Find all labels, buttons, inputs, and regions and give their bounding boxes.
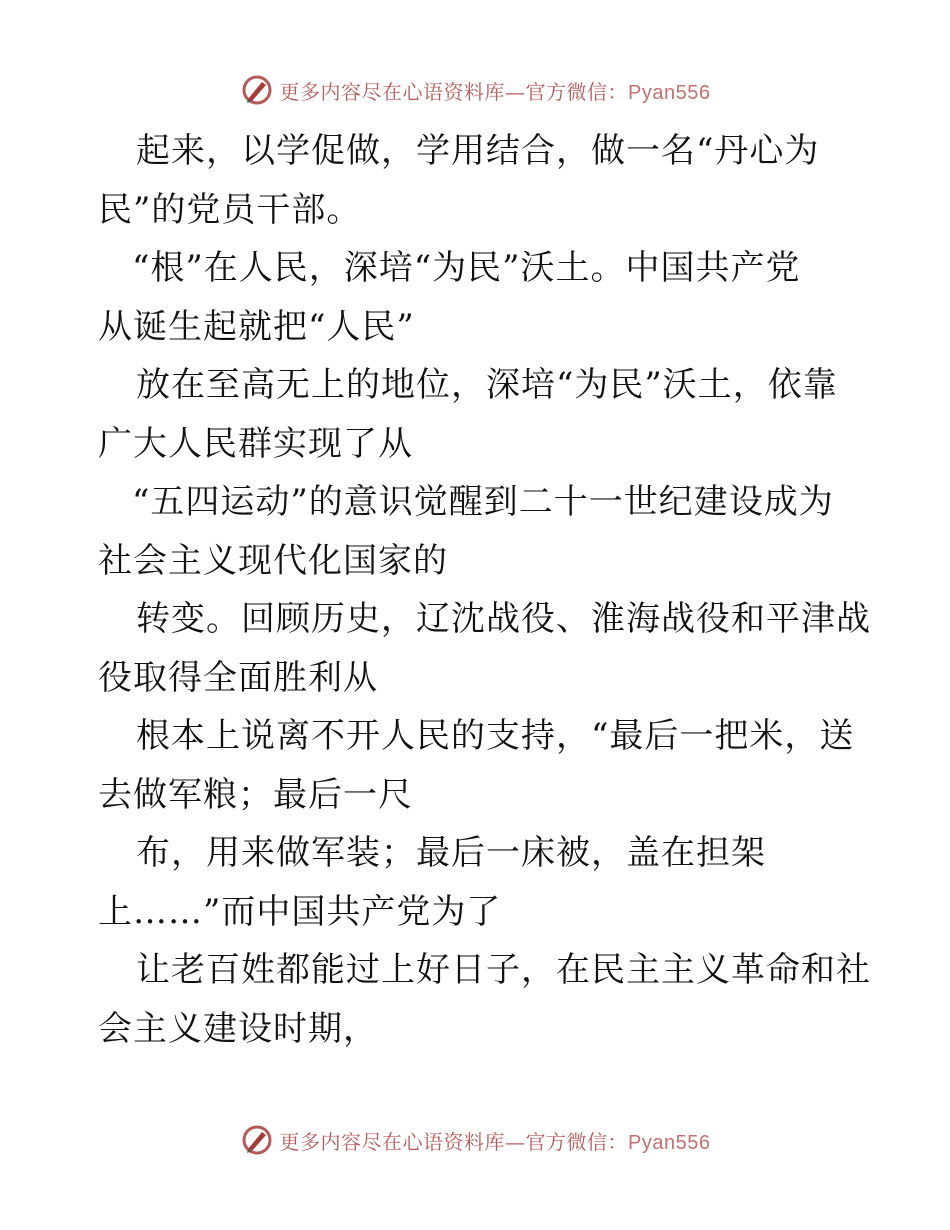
footer-banner: [0, 1120, 950, 1160]
body-line: 让老百姓都能过上好日子，在民主主义革命和社: [136, 950, 871, 990]
body-line: 根本上说离不开人民的支持，“最后一把米，送: [136, 716, 855, 756]
body-line: 社会主义现代化国家的: [98, 540, 448, 581]
wechat-id: Pyan556: [628, 1131, 711, 1154]
header-banner-text: 更多内容尽在心语资料库—官方微信：Pyan556: [279, 79, 711, 104]
pen-in-circle-icon: [240, 1123, 274, 1157]
header-banner: [0, 70, 950, 110]
pen-in-circle-icon: [240, 73, 274, 107]
body-line: 民”的党员干部。: [98, 189, 362, 230]
wechat-id: Pyan556: [628, 81, 711, 104]
body-line: 从诞生起就把“人民”: [98, 306, 415, 347]
body-line: 布，用来做军装；最后一床被，盖在担架: [136, 833, 766, 873]
document-body: [98, 122, 871, 1058]
body-line: 去做军粮；最后一尺: [98, 774, 413, 815]
footer-banner-text: 更多内容尽在心语资料库—官方微信：Pyan556: [279, 1129, 711, 1154]
body-line: 广大人民群实现了从: [98, 423, 413, 464]
body-line: “五四运动”的意识觉醒到二十一世纪建设成为: [132, 482, 834, 522]
body-line: “根”在人民，深培“为民”沃土。中国共产党: [132, 248, 801, 288]
body-line: 放在至高无上的地位，深培“为民”沃土，依靠: [136, 365, 838, 405]
body-line: 役取得全面胜利从: [98, 657, 378, 698]
body-line: 会主义建设时期，: [98, 1008, 378, 1049]
body-line: 转变。回顾历史，辽沈战役、淮海战役和平津战: [136, 599, 871, 639]
body-line: 上……”而中国共产党为了: [98, 891, 502, 932]
body-line: 起来，以学促做，学用结合，做一名“丹心为: [136, 131, 820, 171]
